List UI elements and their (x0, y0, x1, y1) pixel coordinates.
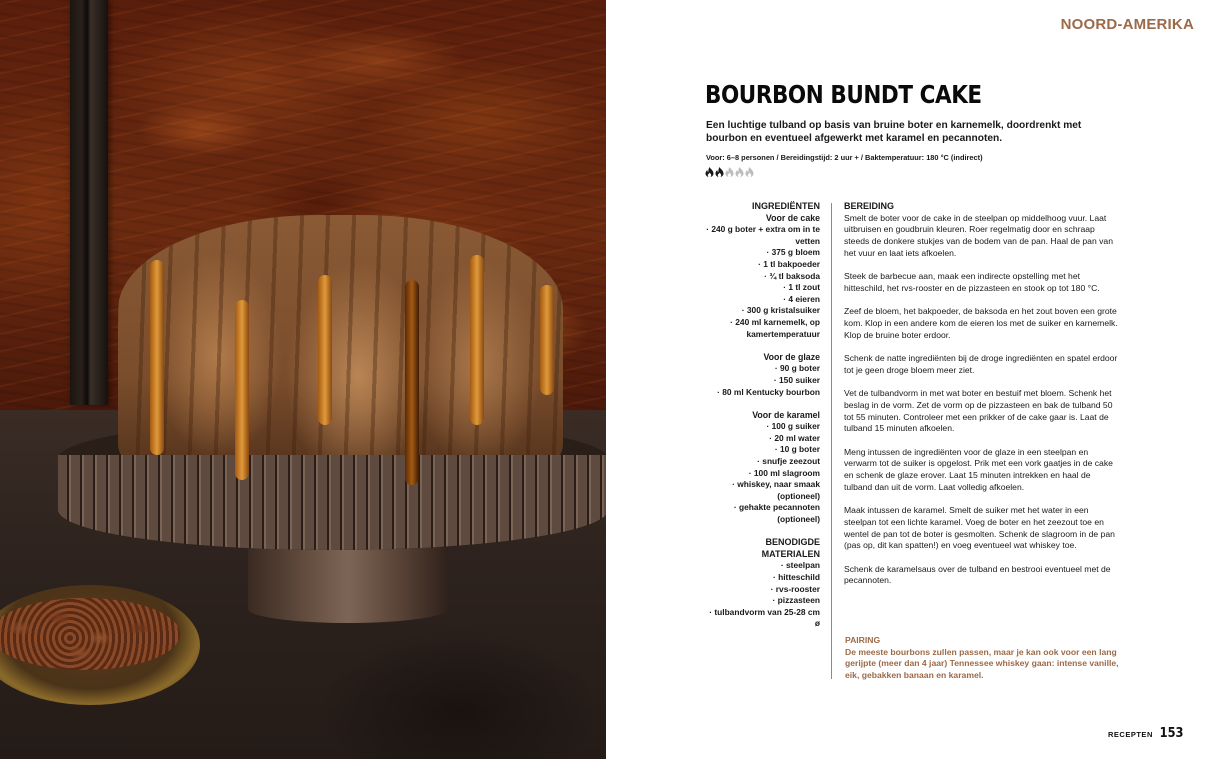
flame-icon (705, 164, 714, 174)
material-item: · steelpan (780, 560, 820, 571)
material-item: · tulbandvorm van 25-28 cm ø (709, 606, 820, 629)
door-frame (70, 0, 108, 405)
ingredient-item: · 100 ml slagroom (748, 467, 820, 478)
caramel-drip (470, 255, 484, 425)
ingredients-heading: INGREDIËNTEN (751, 201, 820, 211)
footer-section-label: RECEPTEN (1108, 730, 1153, 739)
ingredient-item: · 375 g bloem (766, 247, 820, 258)
pairing-box (845, 635, 1125, 682)
spacer (702, 398, 820, 410)
column-divider (831, 203, 832, 679)
ingredient-item: · 1 tl zout (783, 282, 820, 293)
ingredient-item: · 1 tl bakpoeder (758, 258, 820, 269)
materials-heading-line2: MATERIALEN (761, 548, 820, 559)
pairing-text: De meeste bourbons zullen passen, maar je kan ook voor een lang gerijpte (meer dan 4 jaar) Tennessee whiskey gaan: intense vanille, eik, gebakken banaan en karamel. (845, 646, 1119, 681)
method-step: Zeef de bloem, het bakpoeder, de baksoda en het zout boven een grote kom. Klop in een andere kom de eieren los met de suiker en karnemelk. Klop de bruine boter erdoor. (844, 306, 1118, 340)
caramel-drip (235, 300, 249, 480)
recipe-meta: Voor: 6–8 personen / Bereidingstijd: 2 uur + / Baktemperatuur: 180 °C (indirect) (706, 153, 983, 162)
caramel-drip (318, 275, 332, 425)
caramel-drip (150, 260, 164, 455)
method-step: Steek de barbecue aan, maak een indirecte opstelling met het hitteschild, het rvs-rooster en de pizzasteen en stook op tot 180 °C. (844, 271, 1100, 293)
pairing-heading: PAIRING (845, 635, 881, 645)
cake-stand-base (248, 545, 448, 623)
flame-icon (725, 164, 734, 174)
page-footer (1108, 726, 1185, 741)
ingredient-item: · 240 g boter + extra om in te vetten (706, 224, 820, 246)
ingredient-item: · 100 g suiker (766, 421, 820, 432)
ingredient-item: · 300 g kristalsuiker (741, 305, 820, 316)
bundt-cake (118, 215, 563, 485)
ingredient-item: · 20 ml water (769, 432, 820, 443)
method-column (844, 201, 1119, 599)
ingredient-group-title: Voor de glaze (763, 351, 820, 362)
ingredient-group-title: Voor de cake (765, 212, 820, 223)
difficulty-rating (705, 164, 754, 174)
recipe-title: BOURBON BUNDT CAKE (705, 80, 982, 109)
page-number: 153 (1159, 726, 1184, 741)
material-item: · rvs-rooster (770, 583, 820, 594)
method-heading: BEREIDING (844, 201, 895, 211)
method-step: Schenk de karamelsaus over de tulband en bestrooi eventueel met de pecannoten. (844, 563, 1111, 586)
spacer (702, 526, 820, 538)
ingredient-item: · 10 g boter (774, 444, 820, 455)
method-step: Schenk de natte ingrediënten bij de droge ingrediënten en spatel erdoor tot je geen droge bloem meer ziet. (844, 353, 1118, 375)
ingredient-group-title: Voor de karamel (752, 409, 820, 420)
cake-stand-fluted-rim (58, 455, 606, 550)
section-tag: NOORD-AMERIKA (1060, 16, 1194, 33)
flame-icon (735, 164, 744, 174)
material-item: · pizzasteen (772, 595, 820, 606)
ingredient-item: · 240 ml karnemelk, op kamertemperatuur (730, 316, 820, 339)
flame-icon (715, 164, 724, 174)
recipe-intro: Een luchtige tulband op basis van bruine boter en karnemelk, doordrenkt met bourbon en eventueel afgewerkt met karamel en pecannoten. (706, 120, 1082, 144)
method-step: Meng intussen de ingrediënten voor de glaze in een steelpan en verwarm tot de suiker is opgelost. Prik met een vork gaatjes in de cake en schenk de glaze erover. Laat 15 minuten intrekken en haal de tulband dan uit de vorm. Laat volledig afkoelen. (844, 446, 1113, 492)
material-item: · hitteschild (773, 572, 820, 582)
ingredient-item: · 4 eieren (783, 293, 820, 304)
ingredient-item: · 150 suiker (773, 374, 820, 385)
method-step: Maak intussen de karamel. Smelt de suiker met het water in een steelpan tot een lichte karamel. Voeg de boter en het zeezout toe en wentel de pan tot de boter is gesmolten. Schenk de slagroom in de pan (pas op, dit kan spatten!) en voeg eventueel wat whiskey toe. (844, 505, 1115, 551)
ingredient-item: · 90 g boter (774, 363, 820, 374)
spacer (702, 340, 820, 352)
materials-heading-line1: BENODIGDE (765, 537, 820, 548)
method-step: Smelt de boter voor de cake in de steelpan op middelhoog vuur. Laat uitbruisen en goudbruin kleuren. Roer regelmatig door en schraap steeds de donkere stukjes van de bodem van de pan. Haal de pan van het vuur en laat iets afkoelen. (844, 212, 1113, 258)
method-step: Vet de tulbandvorm in met wat boter en bestuif met bloem. Schenk het beslag in de vorm. Zet de vorm op de pizzasteen en bak de tulband 50 tot 55 minuten. Controleer met een prikker of de cake gaar is. Laat de tulband 15 minuten afkoelen. (844, 388, 1113, 434)
recipe-photo (0, 0, 606, 759)
ingredient-item: · ¾ tl baksoda (764, 270, 820, 281)
caramel-drip (405, 280, 419, 485)
ingredients-column (702, 201, 820, 630)
flame-icon (745, 164, 754, 174)
caramel-drip (540, 285, 554, 395)
ingredient-item: · whiskey, naar smaak (optioneel) (732, 479, 820, 501)
ingredient-item: · 80 ml Kentucky bourbon (717, 386, 820, 397)
ingredient-item: · snufje zeezout (757, 456, 820, 467)
ingredient-item: · gehakte pecannoten (optioneel) (733, 502, 820, 525)
